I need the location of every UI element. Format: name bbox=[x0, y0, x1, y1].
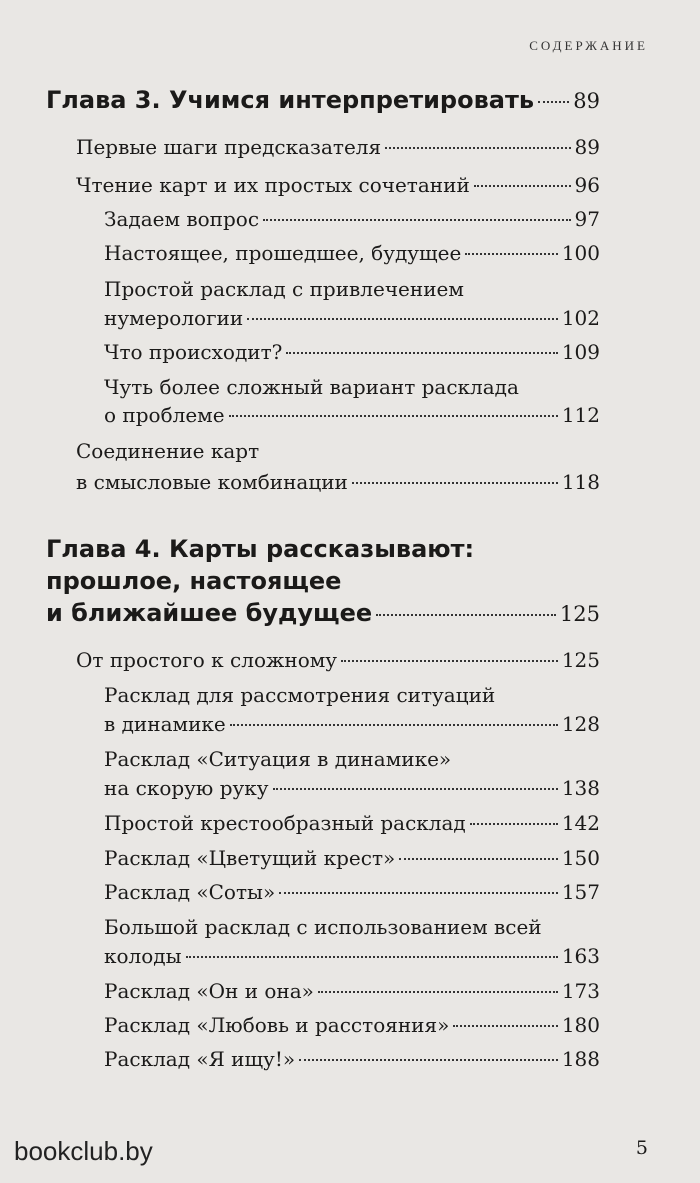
toc-chapter-title: и ближайшее будущее bbox=[46, 599, 373, 627]
toc-entry-line1: Расклад «Ситуация в динамике» bbox=[104, 747, 452, 771]
toc-entry[interactable] bbox=[76, 133, 600, 161]
dot-leader bbox=[474, 185, 571, 187]
toc-entry[interactable] bbox=[104, 304, 600, 332]
toc-page-number: 180 bbox=[561, 1013, 600, 1037]
toc-entry-title: Расклад «Любовь и расстояния» bbox=[104, 1013, 450, 1037]
toc-entry-line1: Большой расклад с использованием всей bbox=[104, 915, 542, 939]
page-number: 5 bbox=[635, 1137, 648, 1159]
toc-entry[interactable] bbox=[104, 774, 600, 802]
toc-entry[interactable] bbox=[104, 401, 600, 429]
toc-entry-title: От простого к сложному bbox=[76, 648, 338, 672]
toc-page-number: 96 bbox=[574, 173, 600, 197]
dot-leader bbox=[299, 1059, 558, 1061]
toc-entry-line1: Расклад для рассмотрения ситуаций bbox=[104, 683, 496, 707]
toc-entry-title: Задаем вопрос bbox=[104, 207, 260, 231]
toc-chapter-4-line2: прошлое, настоящее bbox=[46, 567, 342, 595]
toc-page-number: 138 bbox=[561, 776, 600, 800]
toc-page-number: 102 bbox=[561, 306, 600, 330]
toc-entry[interactable] bbox=[104, 942, 600, 970]
toc-entry[interactable] bbox=[104, 844, 600, 872]
toc-entry-line1: Простой расклад с привлечением bbox=[104, 277, 464, 301]
toc-entry-title: в динамике bbox=[104, 712, 226, 736]
toc-entry-title: Расклад «Соты» bbox=[104, 880, 276, 904]
toc-chapter-4-line1: Глава 4. Карты рассказывают: bbox=[46, 535, 475, 563]
toc-entry-title: Простой крестообразный расклад bbox=[104, 811, 466, 835]
toc-entry-title: Расклад «Он и она» bbox=[104, 979, 314, 1003]
toc-page-number: 125 bbox=[559, 602, 600, 626]
toc-page-number: 163 bbox=[561, 944, 600, 968]
dot-leader bbox=[538, 101, 569, 103]
dot-leader bbox=[286, 352, 557, 354]
toc-entry[interactable] bbox=[104, 205, 600, 233]
toc-entry[interactable] bbox=[76, 646, 600, 674]
toc-page-number: 188 bbox=[561, 1047, 600, 1071]
toc-entry-title: колоды bbox=[104, 944, 182, 968]
toc-entry-line1: Чуть более сложный вариант расклада bbox=[104, 375, 519, 399]
toc-page-number: 100 bbox=[561, 241, 600, 265]
toc-entry-title: в смысловые комбинации bbox=[76, 470, 348, 494]
toc-entry[interactable] bbox=[76, 468, 600, 496]
toc-entry-title: о проблеме bbox=[104, 403, 225, 427]
toc-entry[interactable] bbox=[104, 977, 600, 1005]
toc-page-number: 89 bbox=[574, 135, 600, 159]
dot-leader bbox=[273, 788, 558, 790]
dot-leader bbox=[230, 724, 558, 726]
toc-chapter-title: Глава 3. Учимся интерпретировать bbox=[46, 86, 535, 114]
dot-leader bbox=[186, 956, 558, 958]
dot-leader bbox=[318, 991, 558, 993]
toc-page-number: 157 bbox=[561, 880, 600, 904]
toc-entry[interactable] bbox=[104, 809, 600, 837]
toc-entry-title: нумерологии bbox=[104, 306, 244, 330]
dot-leader bbox=[470, 823, 558, 825]
dot-leader bbox=[453, 1025, 557, 1027]
toc-page-number: 109 bbox=[561, 340, 600, 364]
toc-page-number: 142 bbox=[561, 811, 600, 835]
toc-entry[interactable] bbox=[104, 710, 600, 738]
dot-leader bbox=[247, 318, 558, 320]
toc-page-number: 173 bbox=[561, 979, 600, 1003]
toc-page-number: 97 bbox=[574, 207, 600, 231]
toc-entry[interactable] bbox=[104, 1045, 600, 1073]
dot-leader bbox=[399, 858, 558, 860]
running-head: СОДЕРЖАНИЕ bbox=[529, 38, 648, 53]
toc-entry[interactable] bbox=[104, 338, 600, 366]
dot-leader bbox=[341, 660, 558, 662]
toc-page-number: 112 bbox=[561, 403, 600, 427]
toc-entry[interactable] bbox=[104, 878, 600, 906]
toc-entry-title: Расклад «Я ищу!» bbox=[104, 1047, 296, 1071]
toc-entry[interactable] bbox=[76, 171, 600, 199]
dot-leader bbox=[279, 892, 558, 894]
toc-entry-line1: Соединение карт bbox=[76, 439, 260, 463]
toc-page-number: 125 bbox=[561, 648, 600, 672]
toc-page-number: 150 bbox=[561, 846, 600, 870]
toc-page-number: 118 bbox=[561, 470, 600, 494]
toc-entry[interactable] bbox=[104, 1011, 600, 1039]
toc-entry-title: Настоящее, прошедшее, будущее bbox=[104, 241, 462, 265]
toc-entry-title: Первые шаги предсказателя bbox=[76, 135, 382, 159]
dot-leader bbox=[263, 219, 570, 221]
toc-entry-title: Расклад «Цветущий крест» bbox=[104, 846, 396, 870]
toc-chapter-4[interactable] bbox=[46, 599, 600, 628]
dot-leader bbox=[352, 482, 558, 484]
toc-entry-title: на скорую руку bbox=[104, 776, 269, 800]
dot-leader bbox=[385, 147, 570, 149]
toc-page-number: 128 bbox=[561, 712, 600, 736]
toc-chapter-3[interactable] bbox=[46, 86, 600, 115]
toc-entry[interactable] bbox=[104, 239, 600, 267]
dot-leader bbox=[229, 415, 558, 417]
watermark: bookclub.by bbox=[14, 1136, 153, 1166]
toc-entry-title: Что происходит? bbox=[104, 340, 283, 364]
dot-leader bbox=[376, 614, 556, 616]
toc-page-number: 89 bbox=[573, 89, 600, 113]
dot-leader bbox=[465, 253, 557, 255]
toc-entry-title: Чтение карт и их простых сочетаний bbox=[76, 173, 470, 197]
